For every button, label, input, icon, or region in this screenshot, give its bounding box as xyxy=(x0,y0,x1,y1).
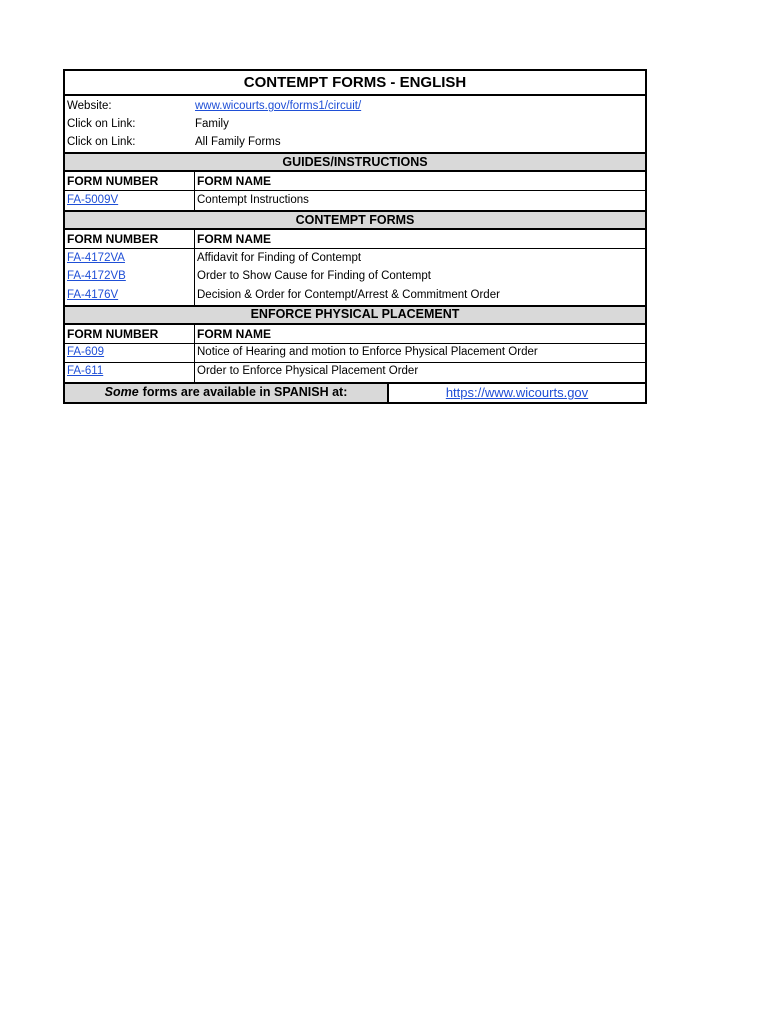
section-heading-contempt: CONTEMPT FORMS xyxy=(65,210,645,230)
footer-text: forms are available in SPANISH at: xyxy=(142,385,348,400)
website-link[interactable]: www.wicourts.gov/forms1/circuit/ xyxy=(195,100,362,113)
info-value: Family xyxy=(195,118,229,131)
info-label: Click on Link: xyxy=(67,136,136,149)
table-row xyxy=(65,249,645,268)
footer-emphasis: Some xyxy=(104,385,139,400)
table-row xyxy=(65,268,645,287)
table-row xyxy=(65,344,645,363)
contempt-forms-table xyxy=(63,69,647,404)
column-header-name: FORM NAME xyxy=(197,232,271,246)
form-number-link[interactable]: FA-4176V xyxy=(67,288,119,301)
form-number-link[interactable]: FA-5009V xyxy=(67,193,119,206)
form-name: Order to Show Cause for Finding of Contempt xyxy=(197,270,431,282)
form-number-link[interactable]: FA-609 xyxy=(67,345,105,358)
column-header-name: FORM NAME xyxy=(197,326,271,341)
column-header-row xyxy=(65,172,645,191)
column-header-name: FORM NAME xyxy=(197,174,271,188)
form-name: Decision & Order for Contempt/Arrest & Commitment Order xyxy=(197,288,500,301)
info-label: Website: xyxy=(67,100,112,113)
section-heading-guides: GUIDES/INSTRUCTIONS xyxy=(65,152,645,172)
form-name: Contempt Instructions xyxy=(197,193,309,206)
info-label: Click on Link: xyxy=(67,118,136,131)
form-name: Order to Enforce Physical Placement Order xyxy=(197,365,419,378)
column-header-number: FORM NUMBER xyxy=(65,325,195,343)
column-header-number: FORM NUMBER xyxy=(65,172,195,190)
form-name: Affidavit for Finding of Contempt xyxy=(197,251,362,264)
spanish-forms-link[interactable]: https://www.wicourts.gov xyxy=(445,385,589,400)
section-heading-enforce-placement: ENFORCE PHYSICAL PLACEMENT xyxy=(65,305,645,325)
table-title: CONTEMPT FORMS - ENGLISH xyxy=(65,71,645,96)
column-header-row xyxy=(65,325,645,344)
form-name: Notice of Hearing and motion to Enforce Physical Placement Order xyxy=(197,345,538,358)
form-number-link[interactable]: FA-611 xyxy=(67,365,104,378)
column-header-row xyxy=(65,230,645,249)
column-header-number: FORM NUMBER xyxy=(65,230,195,248)
info-row-website xyxy=(65,98,645,116)
spanish-forms-note xyxy=(65,384,389,402)
table-row xyxy=(65,191,645,210)
form-number-link[interactable]: FA-4172VB xyxy=(67,270,126,282)
info-value: All Family Forms xyxy=(195,136,281,149)
table-row xyxy=(65,286,645,305)
info-row-all-family-forms xyxy=(65,134,645,152)
info-row-family xyxy=(65,116,645,134)
spanish-forms-footer xyxy=(65,382,645,402)
table-row xyxy=(65,363,645,382)
form-number-link[interactable]: FA-4172VA xyxy=(67,251,125,264)
